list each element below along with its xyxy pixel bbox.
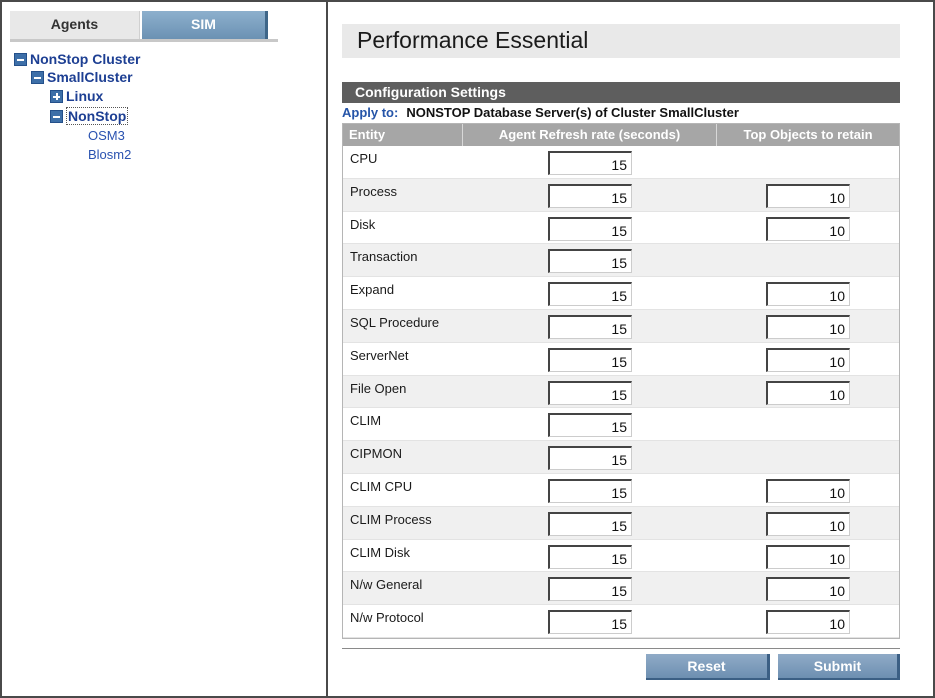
apply-to-label: Apply to: [342,105,399,120]
table-row [343,212,899,245]
table-row [343,605,899,638]
refresh-rate-input[interactable] [548,282,632,306]
top-objects-input[interactable] [766,217,850,241]
table-header [343,124,899,146]
top-objects-input[interactable] [766,545,850,569]
tree-node-label[interactable]: NonStop Cluster [30,51,141,67]
table-row [343,474,899,507]
page-title: Performance Essential [357,27,589,53]
refresh-rate-input[interactable] [548,413,632,437]
section-title: Configuration Settings [355,84,506,100]
table-row [343,244,899,277]
apply-to-value: NONSTOP Database Server(s) of Cluster SmallCluster [406,105,739,120]
entity-label: N/w Protocol [350,610,424,626]
top-objects-input[interactable] [766,577,850,601]
refresh-rate-input[interactable] [548,610,632,634]
top-objects-input[interactable] [766,184,850,208]
table-row [343,507,899,540]
refresh-rate-input[interactable] [548,577,632,601]
tree-node-label[interactable]: Linux [66,88,104,104]
page-title-bar [342,24,900,58]
tree-leaf-osm3[interactable]: OSM3 [88,128,125,143]
table-row [343,376,899,409]
reset-button[interactable]: Reset [646,654,770,680]
top-objects-input[interactable] [766,381,850,405]
tree-node-nonstop[interactable] [50,107,128,125]
tab-sim[interactable]: SIM [142,11,268,39]
entity-label: Process [350,183,397,199]
footer-divider [342,648,900,649]
refresh-rate-input[interactable] [548,446,632,470]
collapse-icon[interactable] [14,53,27,66]
table-row [343,343,899,376]
entity-label: N/w General [350,577,423,593]
settings-table [342,123,900,639]
refresh-rate-input[interactable] [548,315,632,339]
entity-label: Expand [350,282,395,298]
column-header-entity: Entity [343,124,463,146]
table-row [343,310,899,343]
top-objects-input[interactable] [766,479,850,503]
refresh-rate-input[interactable] [548,249,632,273]
table-row [343,277,899,310]
entity-label: Disk [350,216,376,232]
column-header-top-objects: Top Objects to retain [743,127,873,142]
table-row [343,146,899,179]
table-body [343,146,899,638]
left-tabs [10,11,278,41]
entity-label: CLIM Process [350,511,432,527]
entity-label: SQL Procedure [350,314,440,330]
tab-underline [10,39,278,42]
refresh-rate-input[interactable] [548,381,632,405]
tree-node-nonstop-cluster[interactable] [14,51,140,67]
tree-leaf-blosm2[interactable]: Blosm2 [88,147,132,162]
collapse-icon[interactable] [50,110,63,123]
section-header [342,82,900,103]
entity-label: CPU [350,151,378,166]
refresh-rate-input[interactable] [548,545,632,569]
tree-node-smallcluster[interactable] [31,69,133,85]
entity-label: CLIM CPU [350,478,413,494]
tree-node-linux[interactable] [50,88,103,104]
entity-label: Transaction [350,249,418,265]
panel-divider [326,0,328,698]
table-row [343,441,899,474]
apply-to-line [342,105,739,120]
top-objects-input[interactable] [766,610,850,634]
tab-agents[interactable]: Agents [10,11,140,39]
entity-label: CLIM [350,413,382,429]
top-objects-input[interactable] [766,315,850,339]
top-objects-input[interactable] [766,282,850,306]
refresh-rate-input[interactable] [548,184,632,208]
entity-label: CIPMON [350,446,402,462]
table-row [343,179,899,212]
table-row [343,572,899,605]
entity-label: File Open [350,380,407,396]
refresh-rate-input[interactable] [548,348,632,372]
entity-label: CLIM Disk [350,544,410,560]
expand-icon[interactable] [50,90,63,103]
column-header-refresh: Agent Refresh rate (seconds) [463,124,717,146]
table-row [343,540,899,573]
refresh-rate-input[interactable] [548,512,632,536]
entity-label: ServerNet [350,347,409,363]
refresh-rate-input[interactable] [548,217,632,241]
refresh-rate-input[interactable] [548,479,632,503]
refresh-rate-input[interactable] [548,151,632,175]
tree-node-label[interactable]: SmallCluster [47,69,133,85]
table-row [343,408,899,441]
tree-node-label-selected[interactable]: NonStop [68,108,127,124]
collapse-icon[interactable] [31,71,44,84]
submit-button[interactable]: Submit [778,654,900,680]
top-objects-input[interactable] [766,512,850,536]
top-objects-input[interactable] [766,348,850,372]
